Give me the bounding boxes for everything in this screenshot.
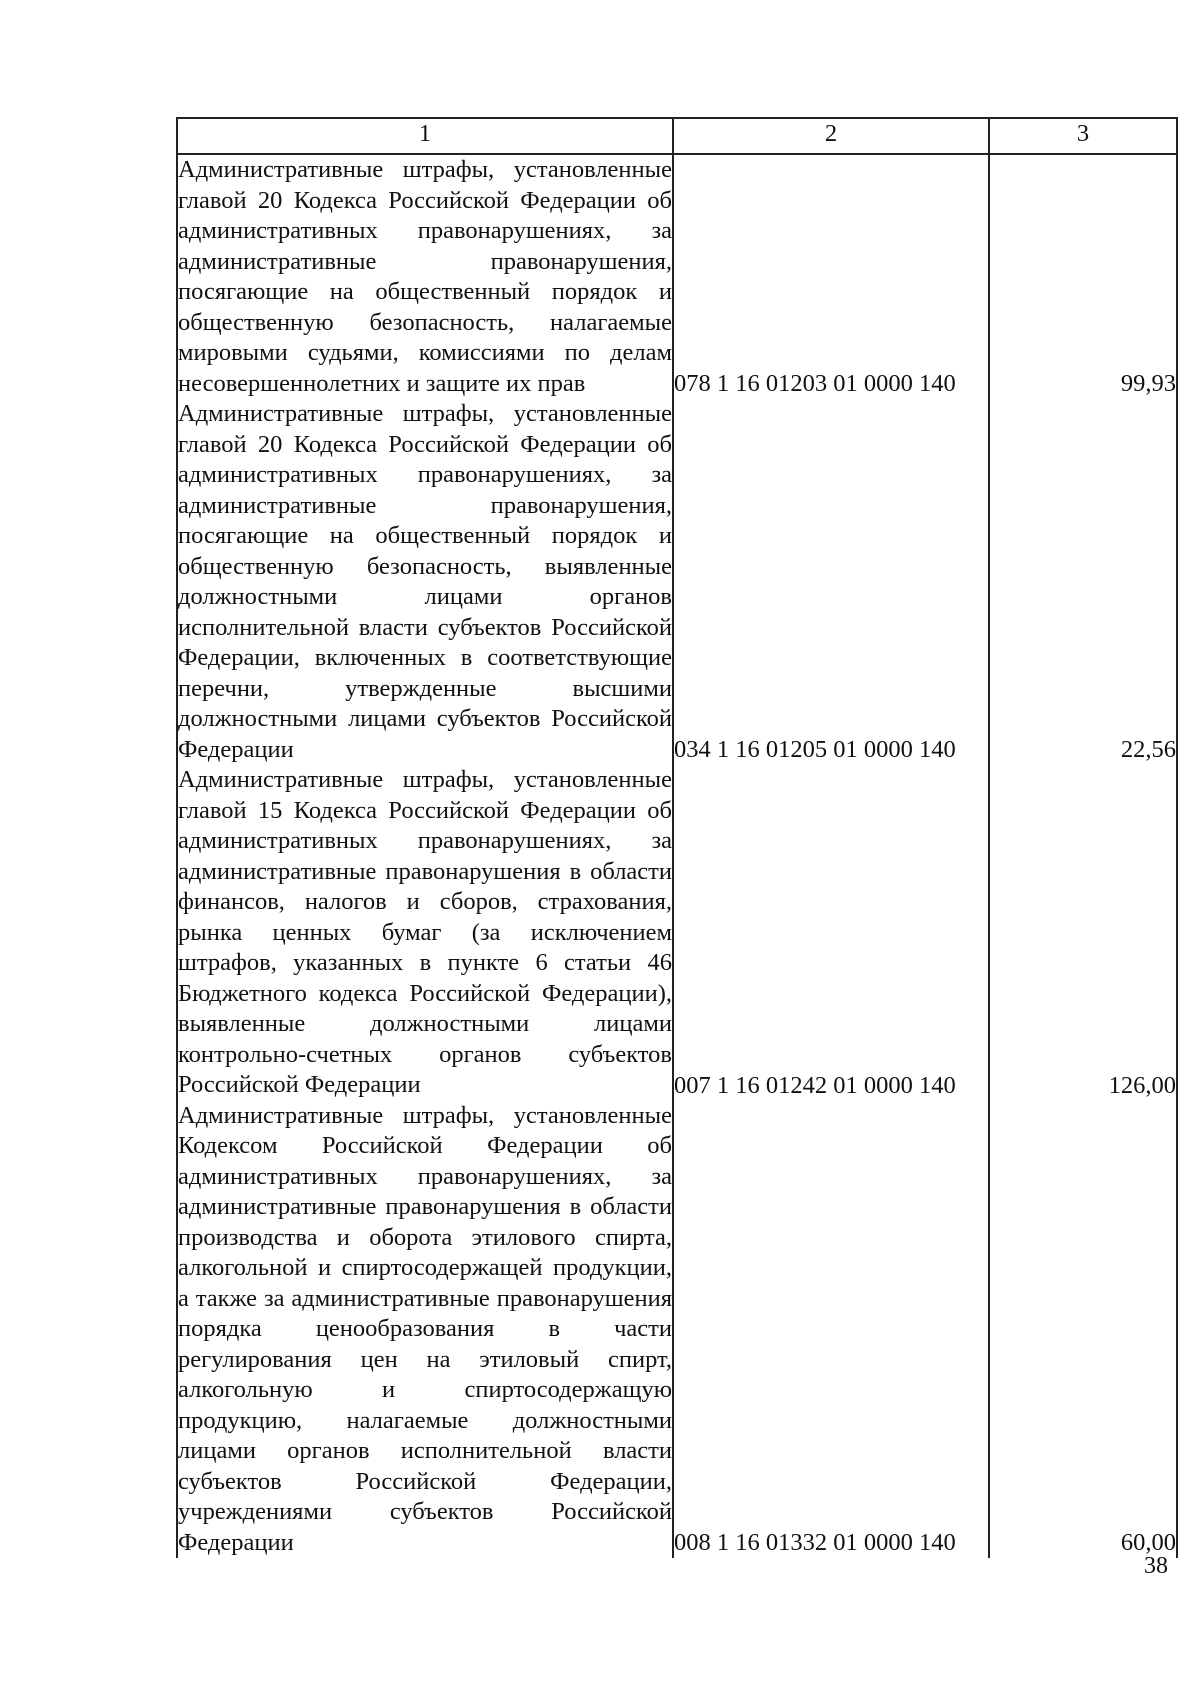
column-header-2: 2	[673, 118, 989, 154]
row-amount: 22,56	[989, 399, 1177, 765]
row-amount: 99,93	[989, 154, 1177, 399]
table-row	[177, 399, 1177, 765]
table-row	[177, 1101, 1177, 1559]
row-code: 034 1 16 01205 01 0000 140	[673, 399, 989, 765]
table-row	[177, 765, 1177, 1101]
row-amount: 126,00	[989, 765, 1177, 1101]
header-row	[177, 118, 1177, 154]
table-body	[177, 154, 1177, 1558]
page-number: 38	[1144, 1553, 1168, 1579]
row-description: Административные штрафы, установленные главой 20 Кодекса Российской Федерации об административных правонарушениях, за административные правонарушения, посягающие на общественный порядок и общественную безопасность, налагаемые мировыми судьями, комиссиями по делам несовершеннолетних и защите их прав	[177, 154, 673, 399]
column-header-1: 1	[177, 118, 673, 154]
table-header	[177, 118, 1177, 154]
row-description: Административные штрафы, установленные главой 15 Кодекса Российской Федерации об административных правонарушениях, за административные правонарушения в области финансов, налогов и сборов, страхования, рынка ценных бумаг (за исключением штрафов, указанных в пункте 6 статьи 46 Бюджетного кодекса Российской Федерации), выявленные должностными лицами контрольно-счетных органов субъектов Российской Федерации	[177, 765, 673, 1101]
row-code: 078 1 16 01203 01 0000 140	[673, 154, 989, 399]
row-description: Административные штрафы, установленные главой 20 Кодекса Российской Федерации об административных правонарушениях, за административные правонарушения, посягающие на общественный порядок и общественную безопасность, выявленные должностными лицами органов исполнительной власти субъектов Российской Федерации, включенных в соответствующие перечни, утвержденные высшими должностными лицами субъектов Российской Федерации	[177, 399, 673, 765]
table-row	[177, 154, 1177, 399]
row-description: Административные штрафы, установленные Кодексом Российской Федерации об административных правонарушениях, за административные правонарушения в области производства и оборота этилового спирта, алкогольной и спиртосодержащей продукции, а также за административные правонарушения порядка ценообразования в части регулирования цен на этиловый спирт, алкогольную и спиртосодержащую продукцию, налагаемые должностными лицами органов исполнительной власти субъектов Российской Федерации, учреждениями субъектов Российской Федерации	[177, 1101, 673, 1559]
column-header-3: 3	[989, 118, 1177, 154]
row-code: 008 1 16 01332 01 0000 140	[673, 1101, 989, 1559]
row-code: 007 1 16 01242 01 0000 140	[673, 765, 989, 1101]
row-amount: 60,00	[989, 1101, 1177, 1559]
budget-table	[176, 117, 1178, 1558]
